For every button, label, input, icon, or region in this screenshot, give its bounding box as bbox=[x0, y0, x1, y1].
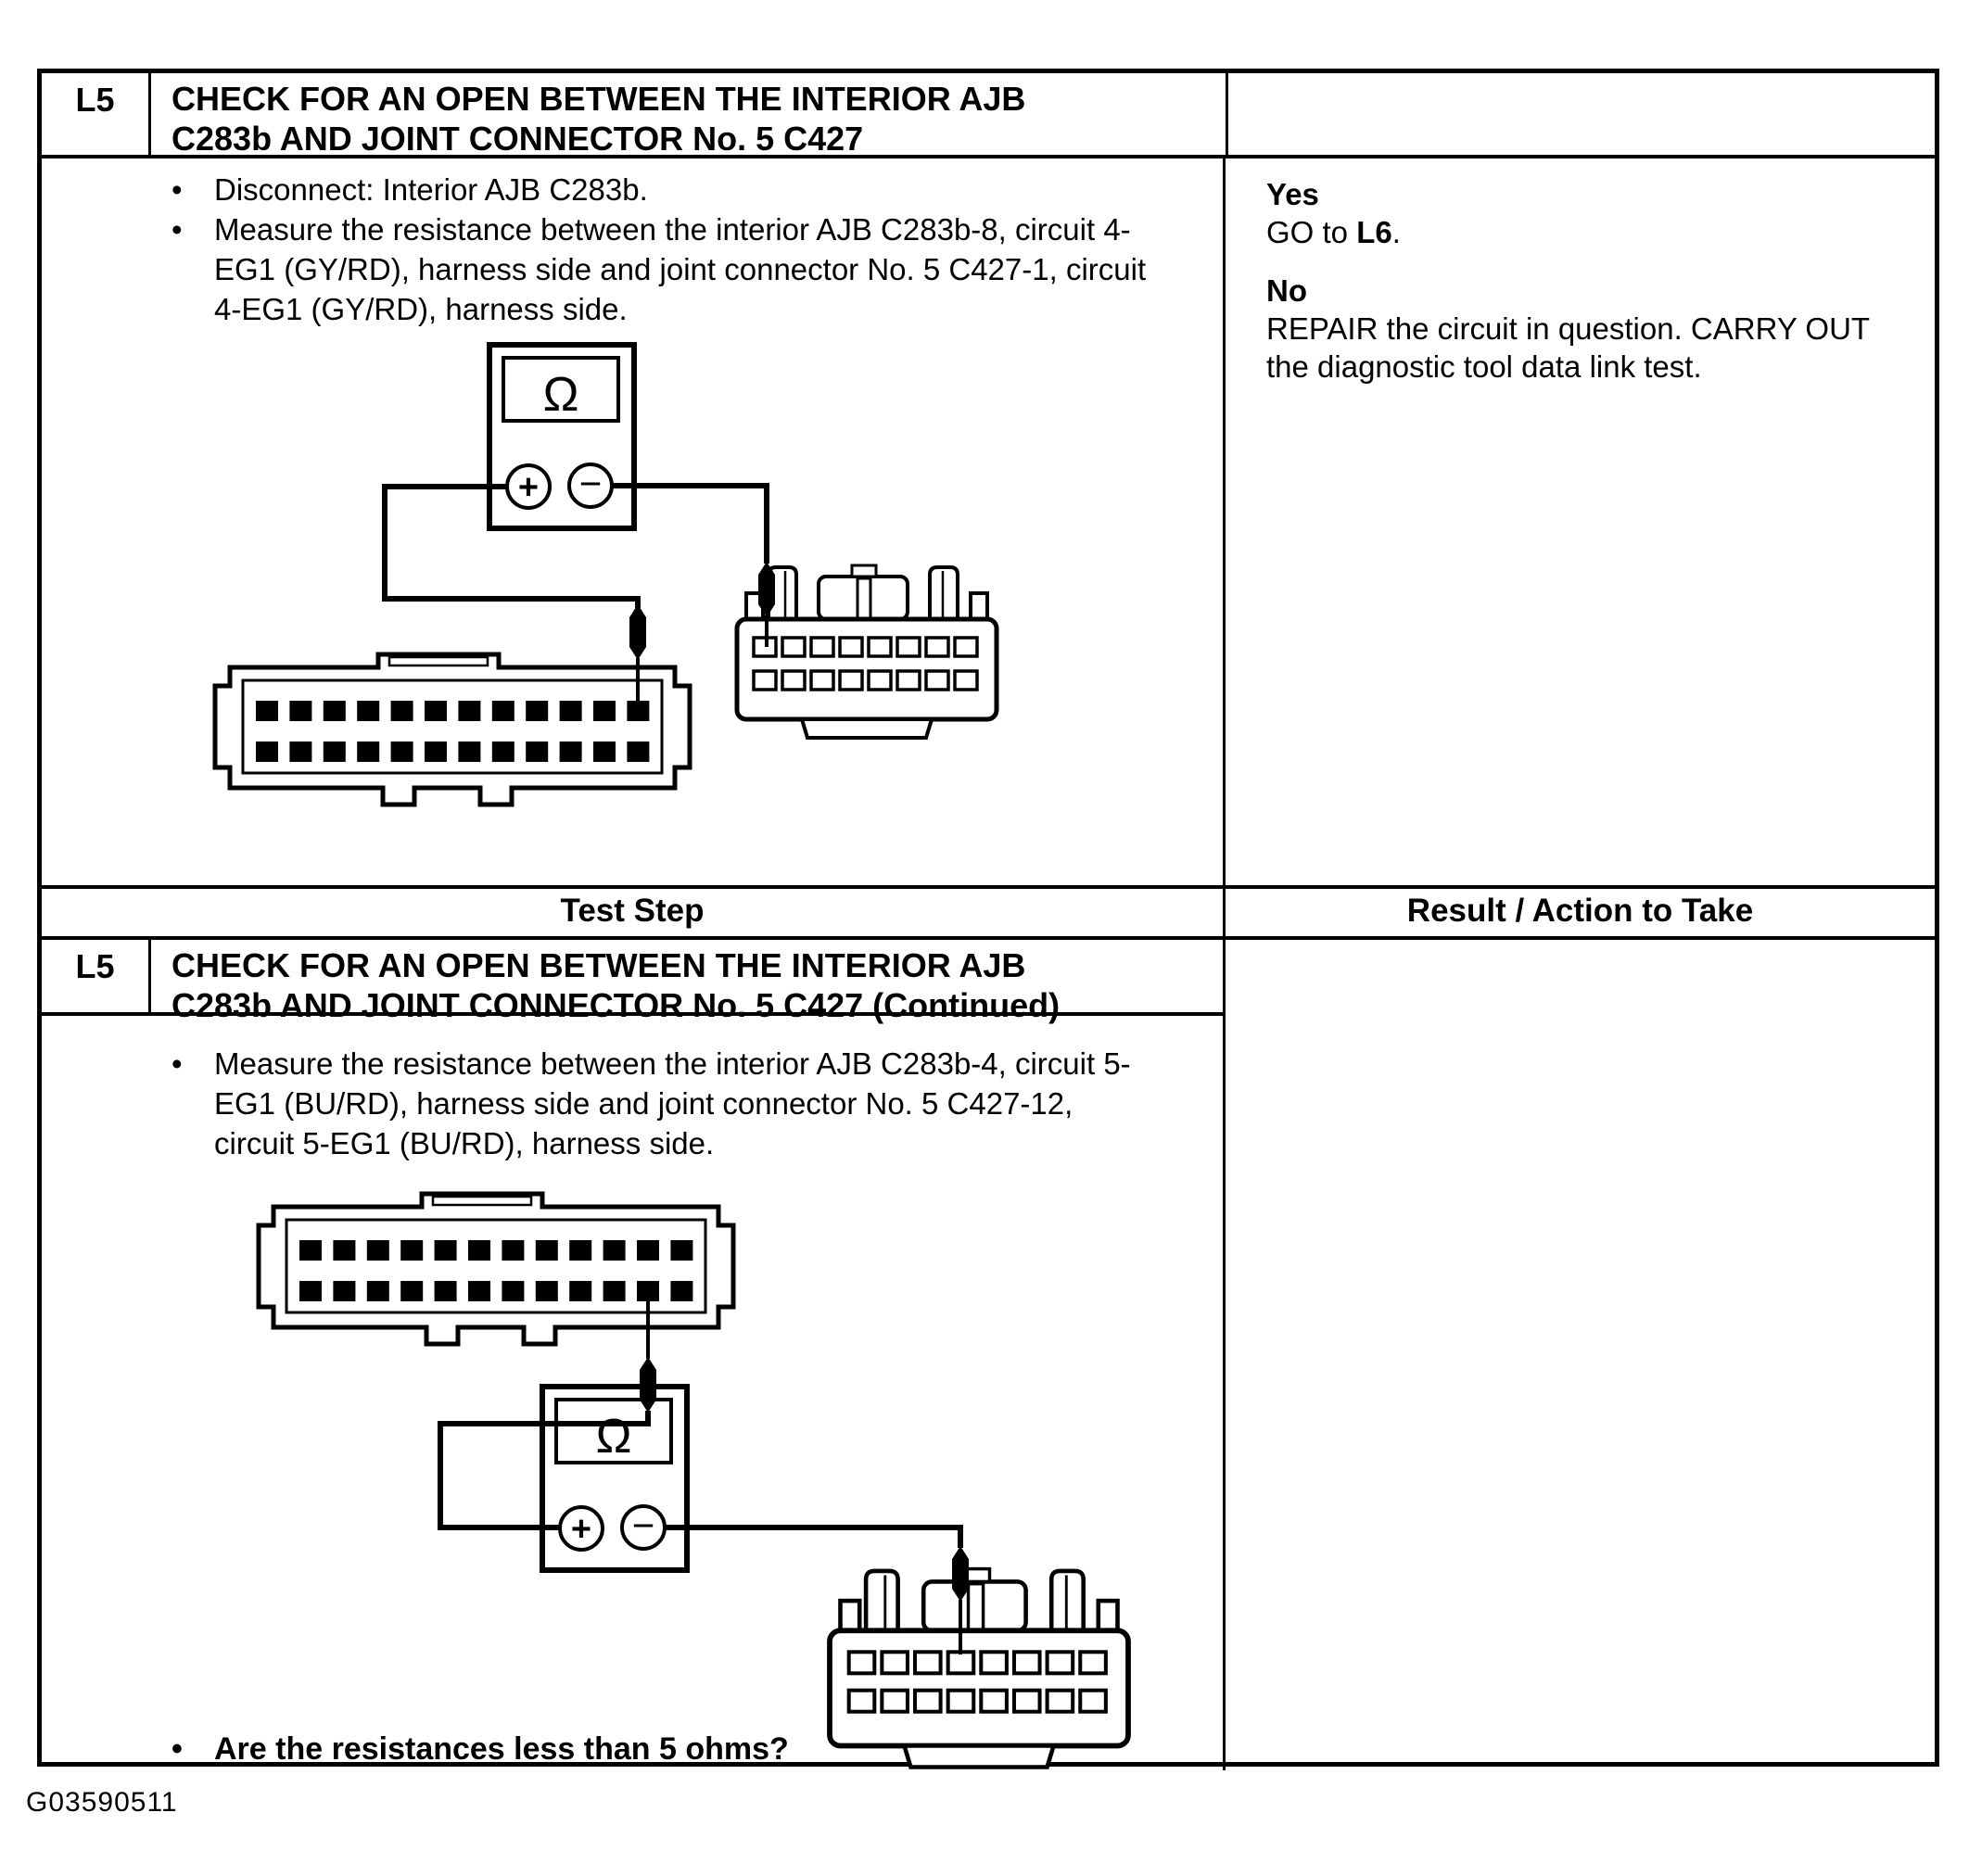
result-yes-label: Yes bbox=[1266, 177, 1319, 211]
result-column-header: Result / Action to Take bbox=[1406, 892, 1754, 929]
wiring-diagram-2 bbox=[199, 1175, 1191, 1774]
list-item: • Measure the resistance between the interior AJB C283b-8, circuit 4-EG1 (GY/RD), harness side and joint connector No. 5 C427-1, circuit 4-EG1 (GY/RD), harness side. bbox=[171, 209, 1223, 329]
step1-test-step-cell bbox=[42, 158, 1226, 885]
step1-id: L5 bbox=[42, 73, 151, 155]
result-no-action: REPAIR the circuit in question. CARRY OUT the diagnostic tool data link test. bbox=[1266, 311, 1870, 384]
meter-leads bbox=[440, 1411, 960, 1548]
ajb-connector-icon bbox=[215, 654, 690, 805]
test-step-column-header: Test Step bbox=[42, 889, 1226, 936]
step2-id: L5 bbox=[42, 940, 151, 1012]
bullet-dot: • bbox=[171, 1731, 183, 1767]
list-item: • Are the resistances less than 5 ohms? bbox=[171, 1730, 789, 1769]
column-header-row bbox=[42, 889, 1935, 940]
wiring-diagram-1 bbox=[199, 332, 1052, 808]
step2-bullet-list bbox=[42, 1016, 1223, 1163]
list-item: • Measure the resistance between the interior AJB C283b-4, circuit 5-EG1 (BU/RD), harness side and joint connector No. 5 C427-12, circuit 5-EG1 (BU/RD), harness side. bbox=[171, 1044, 1223, 1163]
step2-test-step-cell bbox=[42, 940, 1226, 1770]
ajb-connector-icon bbox=[259, 1194, 733, 1344]
diagnostic-table bbox=[37, 69, 1939, 1767]
step1-header-right-cell bbox=[1226, 73, 1935, 155]
joint-connector-icon bbox=[737, 565, 997, 738]
bullet-dot: • bbox=[171, 1046, 183, 1081]
step1-bullet-list bbox=[42, 158, 1223, 329]
probe-positive-icon bbox=[629, 604, 646, 660]
step1-header-row bbox=[42, 73, 1935, 158]
step2-question bbox=[42, 1718, 789, 1769]
step2-result-cell bbox=[1226, 940, 1935, 1770]
step2-header-row bbox=[42, 940, 1223, 1024]
step2-row bbox=[42, 940, 1935, 1770]
figure-id: G03590511 bbox=[26, 1787, 178, 1818]
joint-connector-icon bbox=[830, 1569, 1128, 1768]
list-item: • Disconnect: Interior AJB C283b. bbox=[171, 170, 1223, 209]
step2-body bbox=[42, 1016, 1223, 1770]
step2-title: CHECK FOR AN OPEN BETWEEN THE INTERIOR AJB C283b AND JOINT CONNECTOR No. 5 C427 (Continued) bbox=[171, 946, 1061, 1024]
step1-result-cell bbox=[1226, 158, 1935, 885]
step1-title: CHECK FOR AN OPEN BETWEEN THE INTERIOR AJB C283b AND JOINT CONNECTOR No. 5 C427 bbox=[171, 80, 1026, 158]
result-no-label: No bbox=[1266, 273, 1307, 308]
bullet-dot: • bbox=[171, 172, 183, 207]
result-yes-action: GO to L6. bbox=[1266, 215, 1401, 249]
bullet-dot: • bbox=[171, 212, 183, 247]
step1-body-row bbox=[42, 158, 1935, 889]
